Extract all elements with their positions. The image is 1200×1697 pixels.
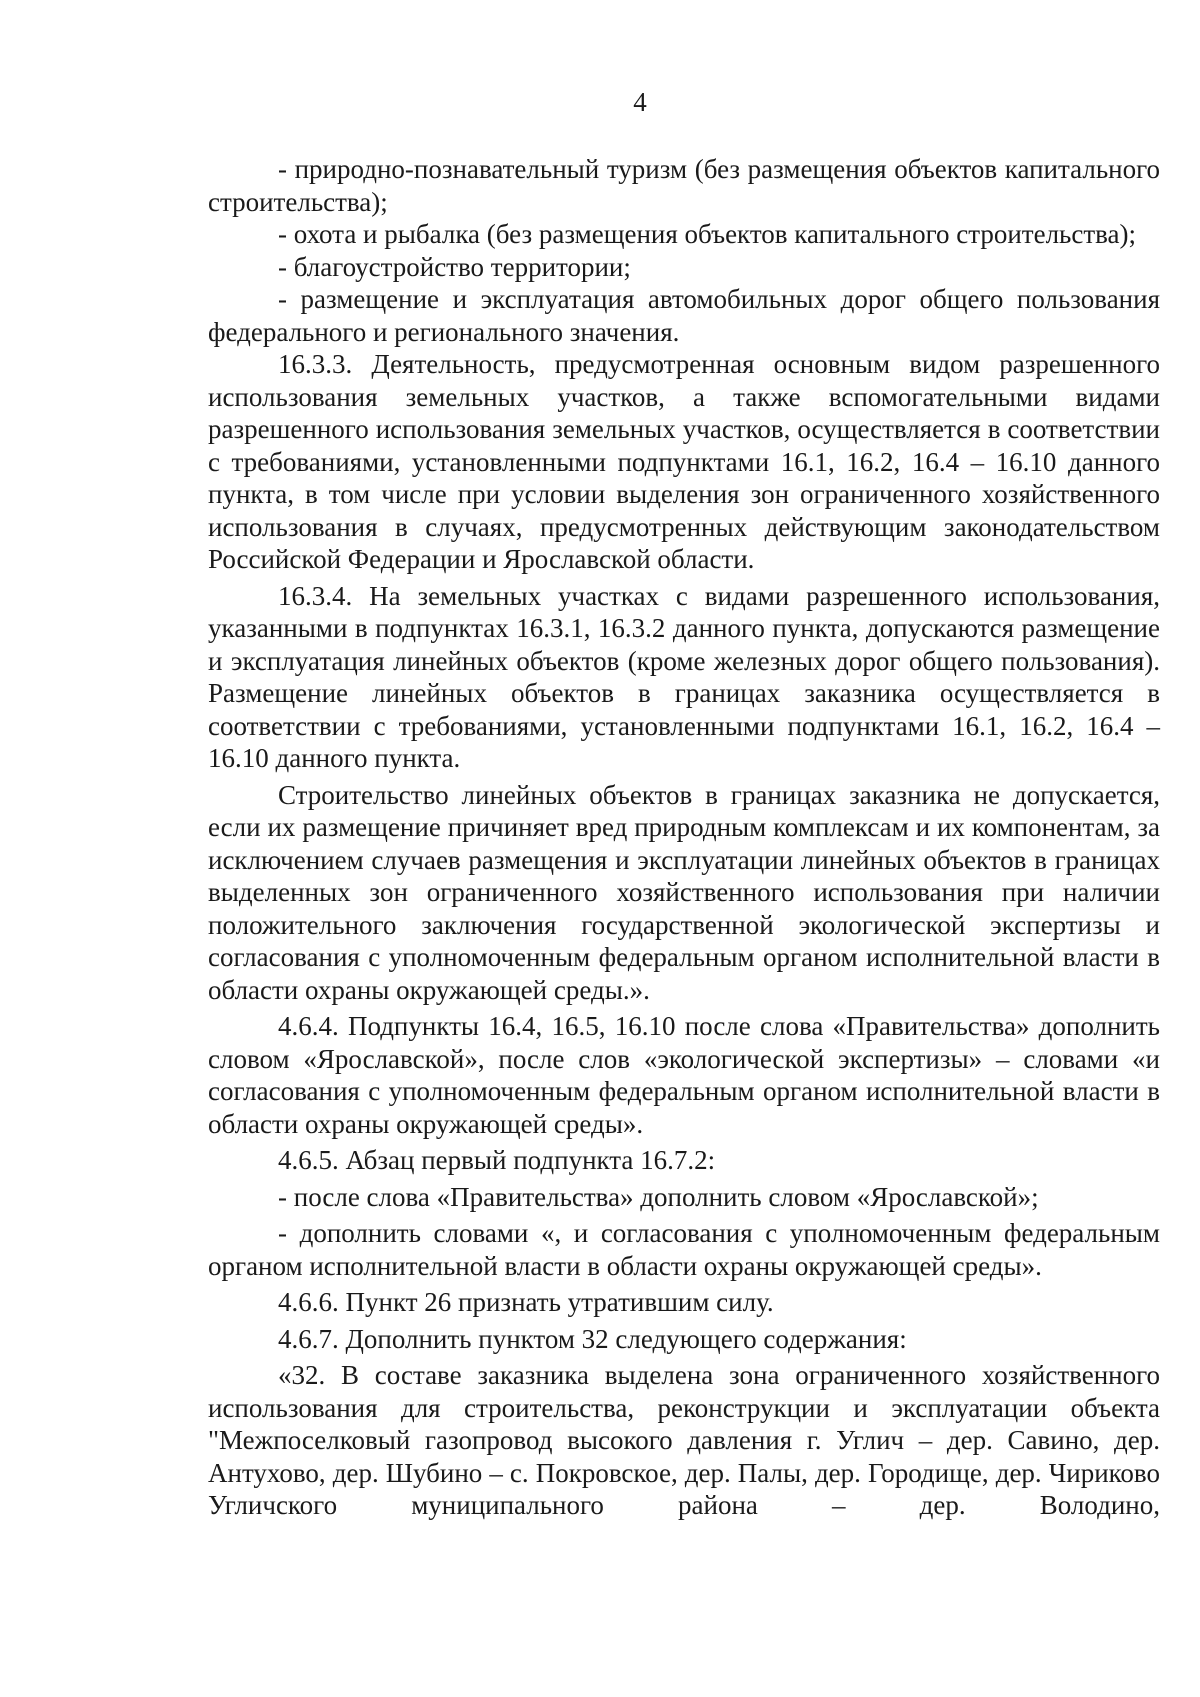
page-number: 4 <box>633 87 647 117</box>
paragraph-4-6-4: 4.6.4. Подпункты 16.4, 16.5, 16.10 после слова «Правительства» дополнить словом «Ярославской», после слов «экологической экспертизы» – словами «и согласования с уполномоченным федеральным органом исполнительной власти в области охраны окружающей среды». <box>208 1011 1160 1139</box>
paragraph-tourism: - природно-познавательный туризм (без размещения объектов капитального строительства); <box>208 154 1160 217</box>
paragraph-linear-construction: Строительство линейных объектов в границах заказника не допускается, если их размещение причиняет вред природным комплексам и их компонентам, за исключением случаев размещения и эксплуатации линейных объектов в границах выделенных зон ограниченного хозяйственного использования при наличии положительного заключения государственной экологической экспертизы и согласования с уполномоченным федеральным органом исполнительной власти в области охраны окружающей среды.». <box>208 779 1160 1005</box>
paragraph-4-6-5-item-2: - дополнить словами «, и согласования с уполномоченным федеральным органом исполнительной власти в области охраны окружающей среды». <box>208 1218 1160 1281</box>
paragraph-landscaping: - благоустройство территории; <box>278 251 631 282</box>
paragraph-4-6-5-item-1: - после слова «Правительства» дополнить словом «Ярославской»; <box>278 1181 1039 1212</box>
document-body <box>208 153 1160 1522</box>
paragraph-4-6-5: 4.6.5. Абзац первый подпункта 16.7.2: <box>278 1145 716 1175</box>
paragraph-4-6-7: 4.6.7. Дополнить пунктом 32 следующего содержания: <box>278 1323 907 1354</box>
paragraph-point-32: «32. В составе заказника выделена зона ограниченного хозяйственного использования для строительства, реконструкции и эксплуатации объекта "Межпоселковый газопровод высокого давления г. Углич – дер. Савино, дер. Антухово, дер. Шубино – с. Покровское, дер. Палы, дер. Городище, дер. Чириково Угличского муниципального района – дер. Володино, <box>208 1360 1160 1520</box>
paragraph-16-3-3: 16.3.3. Деятельность, предусмотренная основным видом разрешенного использования земельных участков, а также вспомогательными видами разрешенного использования земельных участков, осуществляется в соответствии с требованиями, установленными подпунктами 16.1, 16.2, 16.4 – 16.10 данного пункта, в том числе при условии выделения зон ограниченного хозяйственного использования в случаях, предусмотренных действующим законодательством Российской Федерации и Ярославской области. <box>208 349 1160 574</box>
paragraph-4-6-6: 4.6.6. Пункт 26 признать утратившим силу. <box>278 1287 774 1317</box>
paragraph-roads: - размещение и эксплуатация автомобильных дорог общего пользования федерального и регионального значения. <box>208 284 1160 347</box>
paragraph-hunting-fishing: - охота и рыбалка (без размещения объектов капитального строительства); <box>278 219 1137 249</box>
paragraph-16-3-4: 16.3.4. На земельных участках с видами разрешенного использования, указанными в подпунктах 16.3.1, 16.3.2 данного пункта, допускаются размещение и эксплуатация линейных объектов (кроме железных дорог общего пользования). Размещение линейных объектов в границах заказника осуществляется в соответствии с требованиями, установленными подпунктами 16.1, 16.2, 16.4 – 16.10 данного пункта. <box>208 580 1160 773</box>
